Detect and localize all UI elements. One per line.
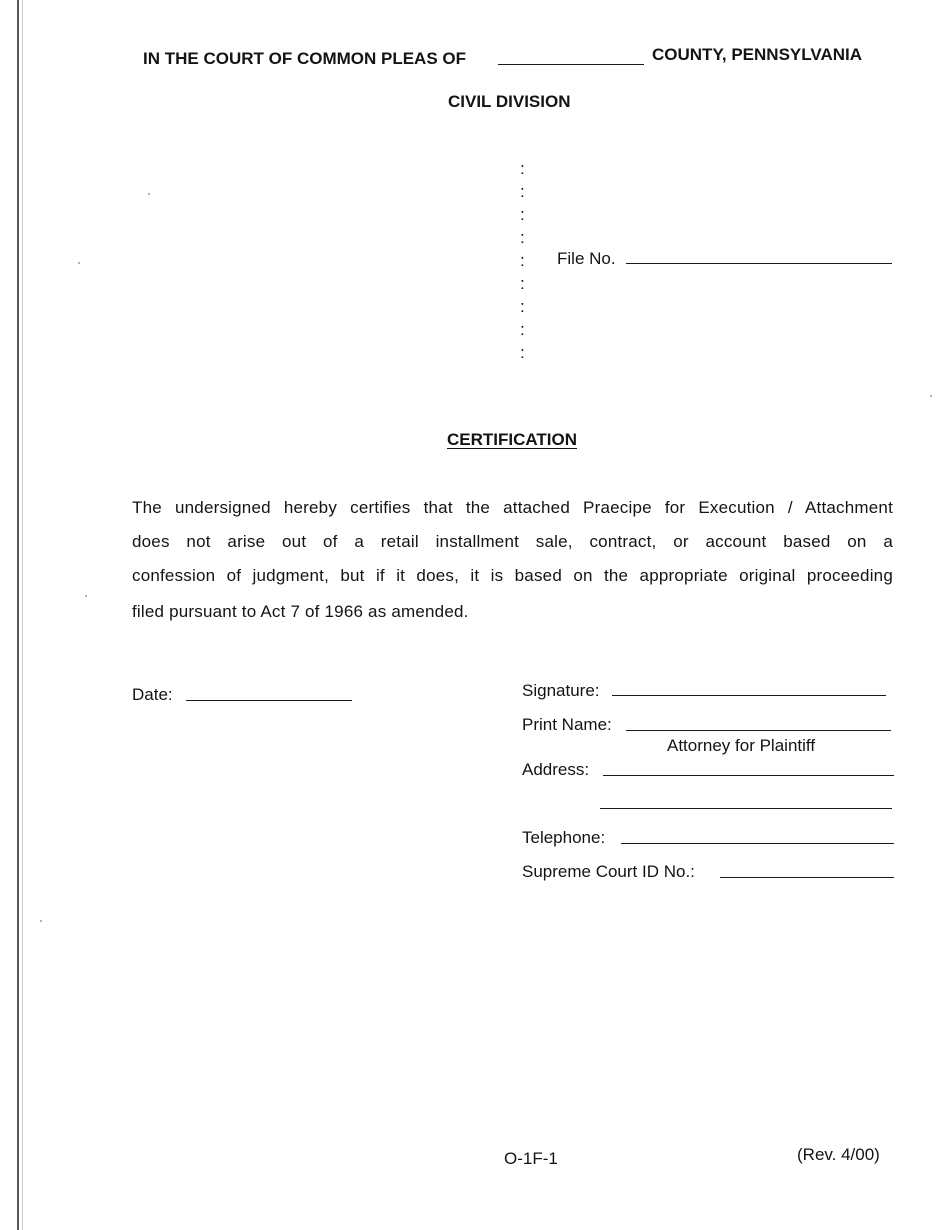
caption-colon-column [520,157,532,364]
caption-colon: : [520,297,525,316]
attorney-caption: Attorney for Plaintiff [667,736,816,755]
supreme-court-id-field[interactable] [720,877,894,878]
file-no-label: File No. [557,249,616,268]
telephone-label: Telephone: [522,828,606,847]
file-no-field[interactable] [626,263,892,264]
civil-division-title: CIVIL DIVISION [448,92,571,111]
scan-edge-shadow [22,0,23,1230]
caption-colon: : [520,228,525,247]
print-name-field[interactable] [626,730,891,731]
certification-body-line: filed pursuant to Act 7 of 1966 as amended. [132,602,469,621]
signature-field[interactable] [612,695,886,696]
scan-speck [148,193,150,195]
caption-colon: : [520,343,525,362]
supreme-court-id-label: Supreme Court ID No.: [522,862,695,881]
caption-colon: : [520,205,525,224]
caption-colon: : [520,182,525,201]
revision-date: (Rev. 4/00) [797,1145,880,1164]
address-field-line-1[interactable] [603,775,894,776]
caption-colon: : [520,159,525,178]
certification-title: CERTIFICATION [447,430,578,449]
scan-edge-line [17,0,19,1230]
scan-speck [78,262,80,264]
caption-colon: : [520,251,525,270]
scan-speck [40,920,42,922]
form-number: O-1F-1 [504,1149,558,1168]
scan-speck [930,395,932,397]
court-prefix: IN THE COURT OF COMMON PLEAS OF [143,49,466,68]
certification-body-line: confession of judgment, but if it does, it is based on the appropriate original proceeding [132,566,893,585]
county-blank-line[interactable] [498,64,644,65]
date-label: Date: [132,685,173,704]
scan-speck [85,595,87,597]
address-field-line-2[interactable] [600,808,892,809]
print-name-label: Print Name: [522,715,612,734]
telephone-field[interactable] [621,843,894,844]
certification-body-line: does not arise out of a retail installment sale, contract, or account based on a [132,532,893,551]
address-label: Address: [522,760,590,779]
county-suffix: COUNTY, PENNSYLVANIA [652,45,863,64]
caption-colon: : [520,274,525,293]
signature-label: Signature: [522,681,600,700]
date-field[interactable] [186,700,352,701]
caption-colon: : [520,320,525,339]
certification-body-line: The undersigned hereby certifies that the attached Praecipe for Execution / Attachment [132,498,893,517]
